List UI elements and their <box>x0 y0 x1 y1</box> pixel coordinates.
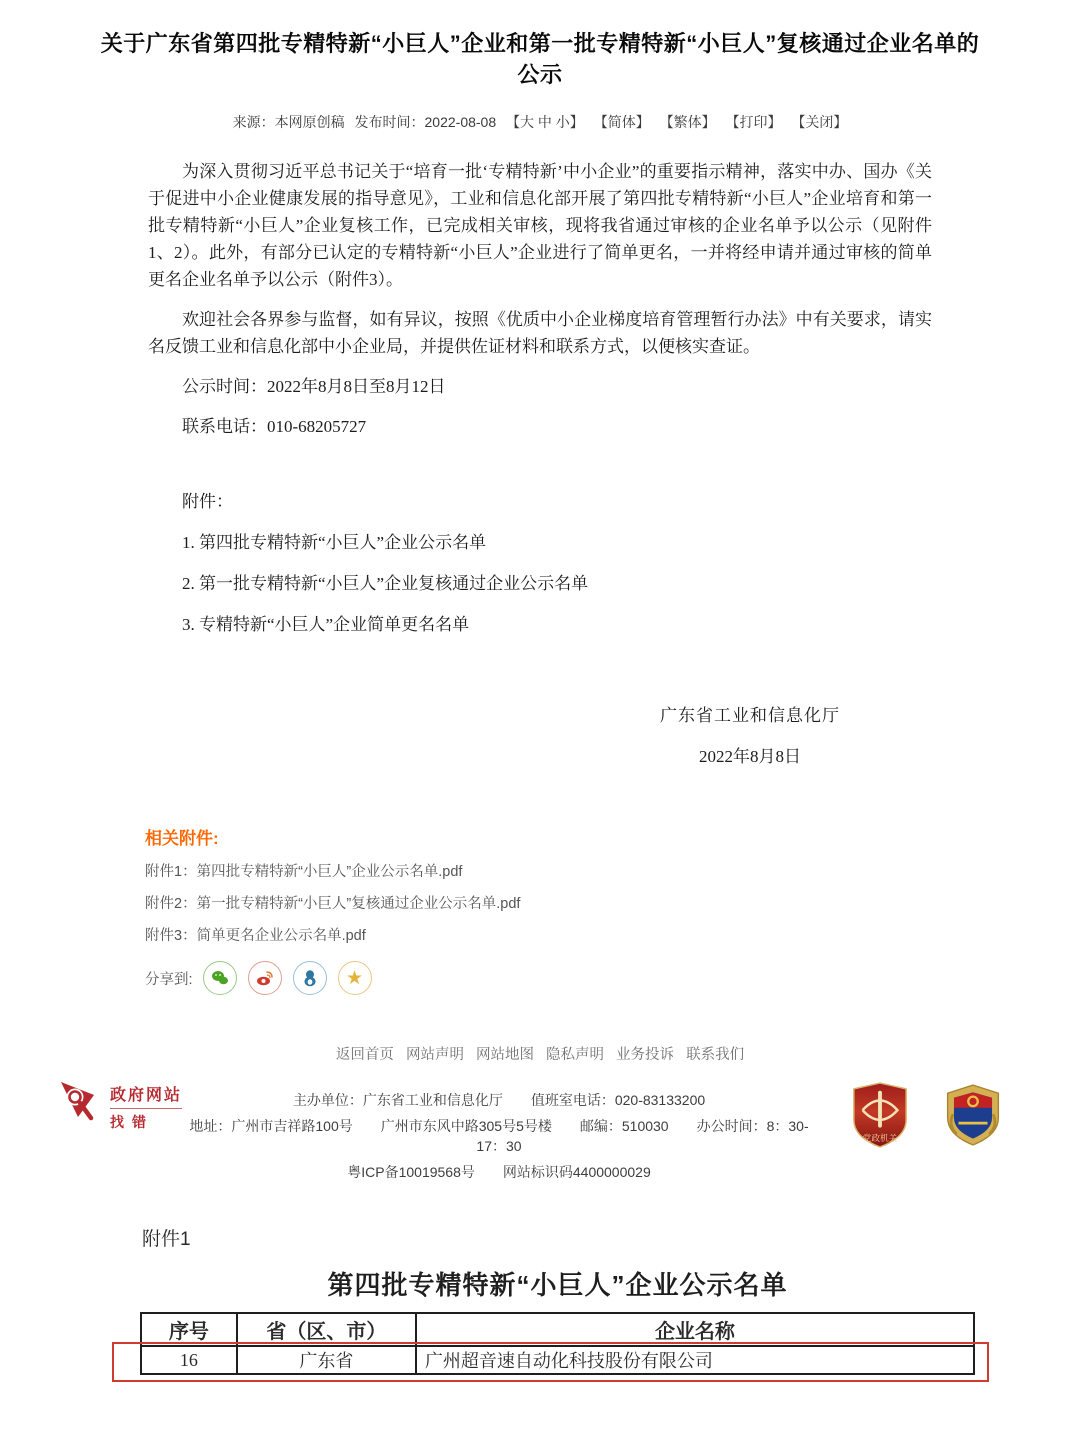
find-error-line1: 政府网站 <box>110 1082 182 1109</box>
qq-icon <box>300 968 320 988</box>
find-error-line2: 找错 <box>110 1114 154 1130</box>
find-error-text <box>110 1082 182 1132</box>
meta-line <box>0 112 1080 132</box>
cell-no: 16 <box>141 1346 237 1374</box>
gov-site-find-error-widget[interactable] <box>58 1080 182 1134</box>
footer-link-complaint[interactable]: 业务投诉 <box>616 1047 675 1063</box>
attachment-label: 附件2： <box>145 896 197 912</box>
source-label: 来源：本网原创稿 <box>232 114 345 130</box>
attachment-file-link[interactable]: 简单更名企业公示名单.pdf <box>196 928 366 944</box>
related-attachment-row <box>145 924 1080 945</box>
cell-company: 广州超音速自动化科技股份有限公司 <box>416 1346 974 1374</box>
footer-link-contact[interactable]: 联系我们 <box>686 1047 745 1063</box>
notice-time: 公示时间：2022年8月8日至8月12日 <box>182 377 446 396</box>
qq-share-icon[interactable] <box>293 961 327 995</box>
footer-link-sitemap[interactable]: 网站地图 <box>475 1047 534 1063</box>
footer-org-line: 主办单位：广东省工业和信息化厅 值班室电话：020-83133200 <box>292 1092 706 1108</box>
related-attachment-row <box>145 892 1080 913</box>
traditional-button[interactable]: 【繁体】 <box>659 114 716 130</box>
weibo-share-icon[interactable] <box>248 961 282 995</box>
signature-date: 2022年8月8日 <box>699 747 801 766</box>
star-icon: ★ <box>346 967 364 989</box>
party-gov-badge-icon <box>850 1080 910 1150</box>
attachment-file-link[interactable]: 第一批专精特新“小巨人”复核通过企业公示名单.pdf <box>196 896 521 912</box>
related-attachment-row <box>145 860 1080 881</box>
paragraph-2: 欢迎社会各界参与监督，如有异议，按照《优质中小企业梯度培育管理暂行办法》中有关要求，请实名反馈工业和信息化部中小企业局，并提供佐证材料和联系方式，以便核实查证。 <box>148 310 932 356</box>
signature-org: 广东省工业和信息化厅 <box>660 706 840 725</box>
footer-address-line: 地址：广州市吉祥路100号 广州市东风中路305号5号楼 邮编：510030 办公时间：8：30-17：30 <box>189 1118 809 1154</box>
attachments-header: 附件： <box>182 492 233 511</box>
attachment-label: 附件3： <box>145 928 197 944</box>
signature-block <box>660 702 840 770</box>
contact-phone: 联系电话：010-68205727 <box>182 417 367 436</box>
simplified-button[interactable]: 【简体】 <box>593 114 650 130</box>
attachment-label: 附件1： <box>145 864 197 880</box>
col-header-company: 企业名称 <box>416 1313 974 1346</box>
col-header-province: 省（区、市） <box>237 1313 416 1346</box>
footer-nav <box>0 1043 1080 1064</box>
attachment-item-3: 3. 专精特新“小巨人”企业简单更名名单 <box>182 615 470 634</box>
attachment-preview <box>0 1224 1080 1375</box>
attachment-item-1: 1. 第四批专精特新“小巨人”企业公示名单 <box>182 533 487 552</box>
footer-link-home[interactable]: 返回首页 <box>335 1047 394 1063</box>
preview-table-wrap <box>140 1312 975 1375</box>
footer-badges <box>816 1080 1002 1155</box>
site-footer <box>0 1080 1080 1182</box>
wechat-share-icon[interactable] <box>203 961 237 995</box>
preview-table-title: 第四批专精特新“小巨人”企业公示名单 <box>327 1270 788 1300</box>
svg-text:党政机关: 党政机关 <box>862 1133 898 1144</box>
share-label: 分享到: <box>145 971 193 988</box>
police-badge-icon <box>944 1080 1002 1150</box>
magnifier-icon <box>58 1080 104 1134</box>
col-header-no: 序号 <box>141 1313 237 1346</box>
police-badge[interactable] <box>944 1080 1002 1155</box>
cell-province: 广东省 <box>237 1346 416 1374</box>
attachment-item-2: 2. 第一批专精特新“小巨人”企业复核通过企业公示名单 <box>182 574 589 593</box>
paragraph-1: 为深入贯彻习近平总书记关于“培育一批‘专精特新’中小企业”的重要指示精神，落实中办、国办《关于促进中小企业健康发展的指导意见》，工业和信息化部开展了第四批专精特新“小巨人”企业培育和第一批专精特新“小巨人”企业复核工作，已完成相关审核，现将我省通过审核的企业名单予以公示（见附件1、2）。此外，有部分已认定的专精特新“小巨人”企业进行了简单更名，一并将经申请并通过审核的简单更名企业名单予以公示（附件3）。 <box>148 162 932 289</box>
qzone-share-icon[interactable] <box>338 961 372 995</box>
print-button[interactable]: 【打印】 <box>725 114 782 130</box>
wechat-icon <box>210 968 230 988</box>
document-body <box>148 158 932 770</box>
footer-link-statement[interactable]: 网站声明 <box>405 1047 464 1063</box>
party-gov-badge[interactable] <box>850 1080 910 1155</box>
preview-attachment-label: 附件1 <box>142 1229 191 1250</box>
related-attachments-heading: 相关附件: <box>145 829 219 848</box>
publish-date: 发布时间：2022-08-08 <box>354 114 497 130</box>
font-size-control[interactable]: 【大 中 小】 <box>506 114 584 130</box>
page-title: 关于广东省第四批专精特新“小巨人”企业和第一批专精特新“小巨人”复核通过企业名单的公示 <box>100 31 980 87</box>
attachment-file-link[interactable]: 第四批专精特新“小巨人”企业公示名单.pdf <box>196 864 463 880</box>
weibo-icon <box>255 968 275 988</box>
highlight-red-box <box>112 1342 989 1382</box>
footer-link-privacy[interactable]: 隐私声明 <box>546 1047 605 1063</box>
footer-icp-line: 粤ICP备10019568号 网站标识码4400000029 <box>347 1164 651 1180</box>
footer-info <box>182 1080 816 1182</box>
related-attachments-section <box>145 824 1080 995</box>
close-button[interactable]: 【关闭】 <box>791 114 848 130</box>
share-row <box>145 961 1080 995</box>
